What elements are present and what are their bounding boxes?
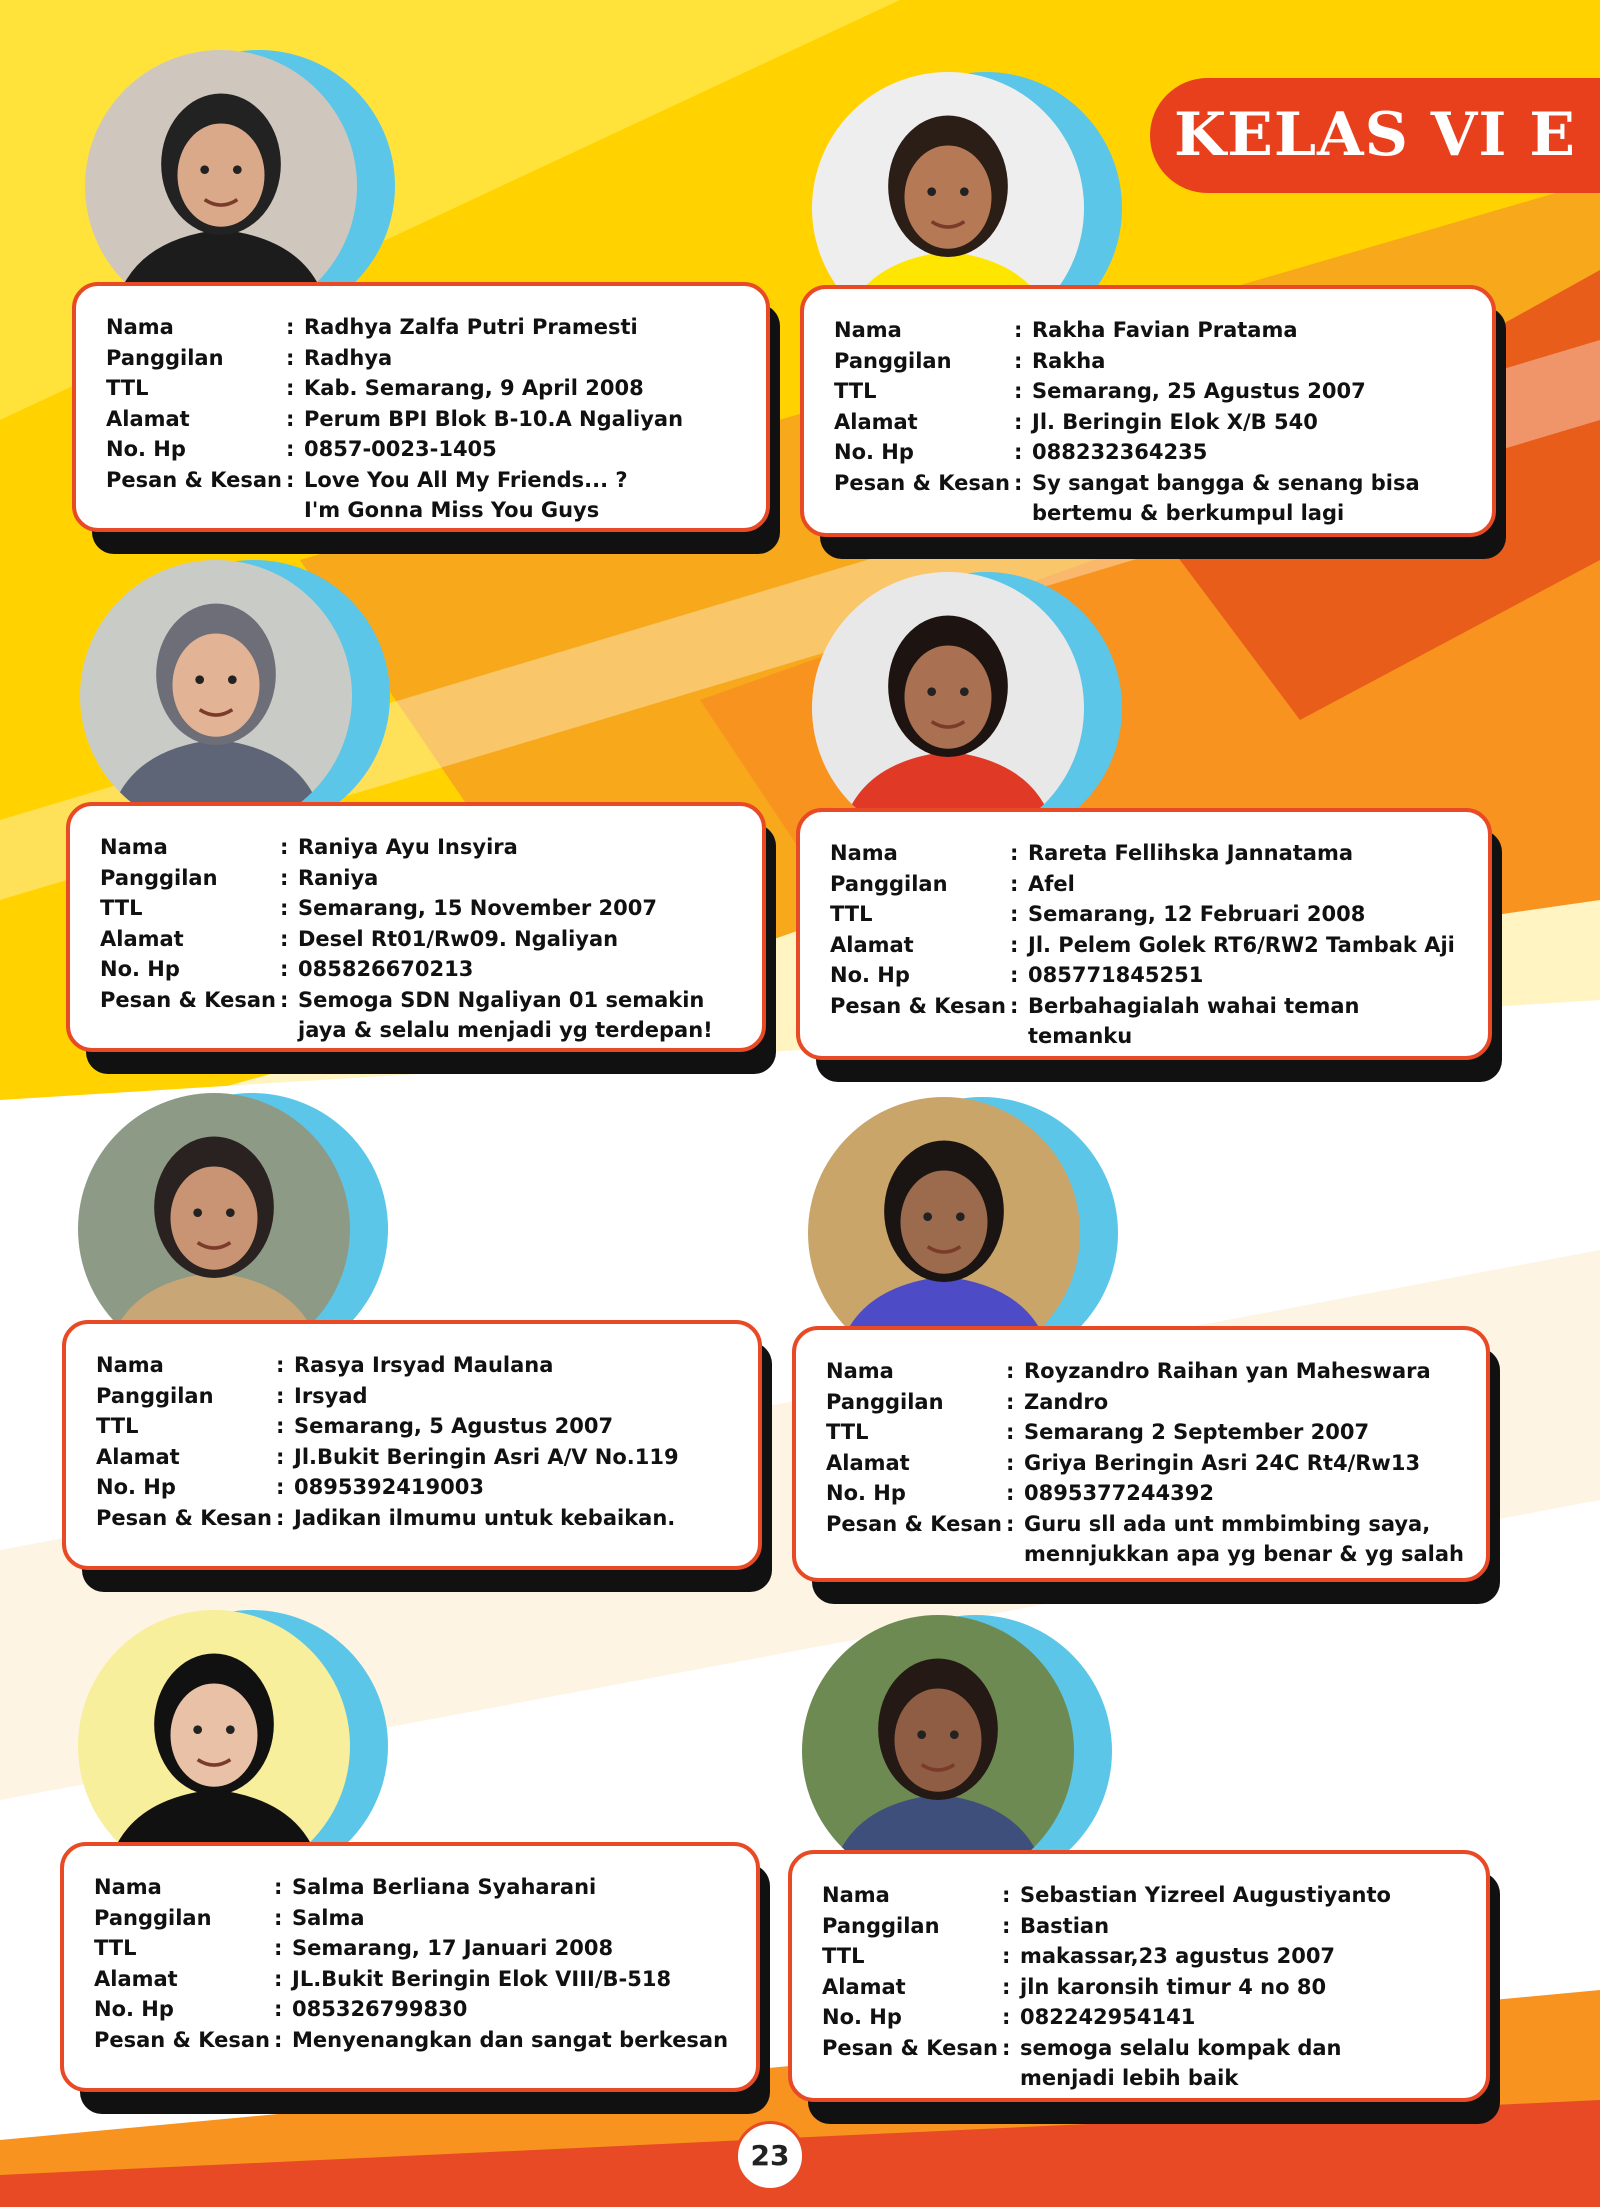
row-panggilan <box>826 1387 1466 1418</box>
label-nama: Nama <box>826 1359 894 1383</box>
colon: : <box>1014 470 1023 495</box>
student-info-card <box>62 1320 762 1570</box>
student-photo <box>802 1615 1074 1887</box>
label-panggilan: Panggilan <box>822 1913 940 1938</box>
value-hp: 082242954141 <box>1020 2005 1196 2029</box>
colon: : <box>1006 1389 1015 1414</box>
label-panggilan: Panggilan <box>830 871 948 896</box>
row-nama <box>822 1880 1466 1911</box>
label-hp: No. Hp <box>100 957 180 981</box>
colon: : <box>276 1505 285 1530</box>
student-photo <box>812 572 1084 844</box>
student-info-card <box>792 1326 1490 1582</box>
value-pesan <box>1024 1509 1466 1570</box>
colon: : <box>1010 993 1019 1018</box>
pesan-line-1: semoga selalu kompak dan <box>1020 2035 1342 2060</box>
value-pesan <box>304 465 746 526</box>
label-ttl: TTL <box>94 1936 137 1960</box>
colon: : <box>1002 1974 1011 1999</box>
value-nama: Radhya Zalfa Putri Pramesti <box>304 315 638 339</box>
student-info-card <box>72 282 770 532</box>
row-panggilan <box>100 863 742 894</box>
pesan-line-2: menjadi lebih baik <box>1020 2066 1239 2090</box>
colon: : <box>1006 1481 1015 1505</box>
value-nama: Rasya Irsyad Maulana <box>294 1353 554 1377</box>
value-alamat: Jl. Beringin Elok X/B 540 <box>1032 409 1318 434</box>
label-pesan: Pesan & Kesan <box>822 2035 998 2060</box>
colon: : <box>274 1905 283 1930</box>
value-panggilan: Bastian <box>1020 1913 1110 1938</box>
pesan-line-2: I'm Gonna Miss You Guys <box>304 498 600 522</box>
pesan-line-1: Menyenangkan dan sangat berkesan <box>292 2027 729 2052</box>
row-nama <box>830 838 1468 869</box>
label-hp: No. Hp <box>830 963 910 987</box>
value-ttl: Kab. Semarang, 9 April 2008 <box>304 376 644 400</box>
row-ttl <box>834 376 1472 407</box>
value-alamat: Griya Beringin Asri 24C Rt4/Rw13 <box>1024 1450 1421 1475</box>
colon: : <box>1014 318 1023 342</box>
value-hp: 085826670213 <box>298 957 474 981</box>
row-pesan <box>94 2025 736 2056</box>
value-pesan <box>294 1503 738 1534</box>
row-nama <box>94 1872 736 1903</box>
row-pesan <box>826 1509 1466 1570</box>
pesan-line-1: Jadikan ilmumu untuk kebaikan. <box>294 1505 676 1530</box>
value-alamat: Desel Rt01/Rw09. Ngaliyan <box>298 926 619 951</box>
portrait-image <box>802 1615 1074 1887</box>
row-ttl <box>100 893 742 924</box>
student-info-card <box>796 808 1492 1060</box>
label-pesan: Pesan & Kesan <box>826 1511 1002 1536</box>
value-nama: Royzandro Raihan yan Maheswara <box>1024 1359 1431 1383</box>
value-panggilan: Salma <box>292 1905 365 1930</box>
colon: : <box>274 1875 283 1899</box>
value-hp: 085326799830 <box>292 1997 468 2021</box>
label-panggilan: Panggilan <box>94 1905 212 1930</box>
row-alamat <box>94 1964 736 1995</box>
row-pesan <box>106 465 746 526</box>
colon: : <box>274 2027 283 2052</box>
value-panggilan: Irsyad <box>294 1383 368 1408</box>
value-alamat: Jl.Bukit Beringin Asri A/V No.119 <box>294 1444 679 1469</box>
value-pesan <box>1028 991 1468 1052</box>
colon: : <box>280 926 289 951</box>
label-hp: No. Hp <box>96 1475 176 1499</box>
value-ttl: Semarang, 12 Februari 2008 <box>1028 902 1366 926</box>
label-alamat: Alamat <box>826 1450 910 1475</box>
label-ttl: TTL <box>834 379 877 403</box>
row-nama <box>96 1350 738 1381</box>
value-nama: Rakha Favian Pratama <box>1032 318 1298 342</box>
value-pesan <box>292 2025 736 2056</box>
value-alamat: Jl. Pelem Golek RT6/RW2 Tambak Aji <box>1028 932 1455 957</box>
row-ttl <box>822 1941 1466 1972</box>
row-hp <box>826 1478 1466 1509</box>
colon: : <box>286 437 295 461</box>
colon: : <box>1002 2005 1011 2029</box>
colon: : <box>1010 902 1019 926</box>
row-ttl <box>94 1933 736 1964</box>
value-hp: 0857-0023-1405 <box>304 437 497 461</box>
label-pesan: Pesan & Kesan <box>834 470 1010 495</box>
row-panggilan <box>830 869 1468 900</box>
label-nama: Nama <box>96 1353 164 1377</box>
label-panggilan: Panggilan <box>826 1389 944 1414</box>
label-pesan: Pesan & Kesan <box>100 987 276 1012</box>
label-alamat: Alamat <box>96 1444 180 1469</box>
value-panggilan: Rakha <box>1032 348 1106 373</box>
value-pesan <box>1032 468 1472 529</box>
label-panggilan: Panggilan <box>96 1383 214 1408</box>
colon: : <box>276 1383 285 1408</box>
colon: : <box>274 1966 283 1991</box>
label-pesan: Pesan & Kesan <box>94 2027 270 2052</box>
colon: : <box>1002 1944 1011 1968</box>
colon: : <box>276 1444 285 1469</box>
label-hp: No. Hp <box>826 1481 906 1505</box>
label-panggilan: Panggilan <box>834 348 952 373</box>
label-hp: No. Hp <box>834 440 914 464</box>
row-alamat <box>96 1442 738 1473</box>
colon: : <box>274 1936 283 1960</box>
value-ttl: Semarang, 25 Agustus 2007 <box>1032 379 1366 403</box>
label-alamat: Alamat <box>834 409 918 434</box>
student-info-card <box>66 802 766 1052</box>
row-ttl <box>830 899 1468 930</box>
label-pesan: Pesan & Kesan <box>96 1505 272 1530</box>
row-pesan <box>830 991 1468 1052</box>
portrait-image <box>80 560 352 832</box>
label-hp: No. Hp <box>106 437 186 461</box>
colon: : <box>1002 2035 1011 2060</box>
colon: : <box>280 896 289 920</box>
row-hp <box>834 437 1472 468</box>
pesan-line-2: bertemu & berkumpul lagi <box>1032 501 1345 525</box>
pesan-line-1: Sy sangat bangga & senang bisa <box>1032 470 1420 495</box>
value-pesan <box>298 985 742 1046</box>
value-panggilan: Zandro <box>1024 1389 1109 1414</box>
row-hp <box>106 434 746 465</box>
row-ttl <box>826 1417 1466 1448</box>
row-hp <box>830 960 1468 991</box>
pesan-line-1: Love You All My Friends... ? <box>304 467 628 492</box>
label-ttl: TTL <box>106 376 149 400</box>
student-photo <box>80 560 352 832</box>
colon: : <box>1010 841 1019 865</box>
row-ttl <box>106 373 746 404</box>
value-nama: Salma Berliana Syaharani <box>292 1875 597 1899</box>
label-ttl: TTL <box>100 896 143 920</box>
colon: : <box>280 957 289 981</box>
value-ttl: makassar,23 agustus 2007 <box>1020 1944 1336 1968</box>
class-title-badge: KELAS VI E <box>1150 78 1600 193</box>
label-panggilan: Panggilan <box>100 865 218 890</box>
pesan-line-1: Guru sll ada unt mmbimbing saya, <box>1024 1511 1431 1536</box>
colon: : <box>1002 1883 1011 1907</box>
colon: : <box>286 467 295 492</box>
value-panggilan: Raniya <box>298 865 379 890</box>
colon: : <box>1014 379 1023 403</box>
pesan-line-2: mennjukkan apa yg benar & yg salah <box>1024 1542 1464 1566</box>
row-panggilan <box>94 1903 736 1934</box>
label-alamat: Alamat <box>100 926 184 951</box>
row-panggilan <box>834 346 1472 377</box>
value-ttl: Semarang, 17 Januari 2008 <box>292 1936 614 1960</box>
value-panggilan: Radhya <box>304 345 393 370</box>
row-hp <box>822 2002 1466 2033</box>
row-nama <box>106 312 746 343</box>
colon: : <box>276 1475 285 1499</box>
row-ttl <box>96 1411 738 1442</box>
label-nama: Nama <box>830 841 898 865</box>
label-pesan: Pesan & Kesan <box>106 467 282 492</box>
row-alamat <box>100 924 742 955</box>
value-nama: Sebastian Yizreel Augustiyanto <box>1020 1883 1391 1907</box>
label-nama: Nama <box>822 1883 890 1907</box>
value-ttl: Semarang, 15 November 2007 <box>298 896 657 920</box>
colon: : <box>274 1997 283 2021</box>
value-hp: 085771845251 <box>1028 963 1204 987</box>
label-nama: Nama <box>834 318 902 342</box>
colon: : <box>1010 871 1019 896</box>
value-alamat: JL.Bukit Beringin Elok VIII/B-518 <box>292 1966 672 1991</box>
colon: : <box>286 376 295 400</box>
colon: : <box>1006 1450 1015 1475</box>
label-alamat: Alamat <box>94 1966 178 1991</box>
student-info-card <box>788 1850 1490 2102</box>
colon: : <box>286 406 295 431</box>
colon: : <box>1006 1511 1015 1536</box>
value-nama: Rareta Fellihska Jannatama <box>1028 841 1354 865</box>
pesan-line-1: Semoga SDN Ngaliyan 01 semakin <box>298 987 705 1012</box>
value-hp: 0895392419003 <box>294 1475 484 1499</box>
row-alamat <box>826 1448 1466 1479</box>
student-info-card <box>60 1842 760 2092</box>
label-hp: No. Hp <box>94 1997 174 2021</box>
label-ttl: TTL <box>826 1420 869 1444</box>
label-pesan: Pesan & Kesan <box>830 993 1006 1018</box>
colon: : <box>280 987 289 1012</box>
value-hp: 0895377244392 <box>1024 1481 1214 1505</box>
row-nama <box>834 315 1472 346</box>
row-nama <box>100 832 742 863</box>
row-pesan <box>96 1503 738 1534</box>
row-alamat <box>834 407 1472 438</box>
colon: : <box>1014 409 1023 434</box>
colon: : <box>1006 1420 1015 1444</box>
pesan-line-2: jaya & selalu menjadi yg terdepan! <box>298 1018 713 1042</box>
portrait-image <box>812 572 1084 844</box>
page-number: 23 <box>735 2121 805 2191</box>
colon: : <box>286 315 295 339</box>
colon: : <box>1006 1359 1015 1383</box>
colon: : <box>1014 440 1023 464</box>
label-nama: Nama <box>94 1875 162 1899</box>
row-hp <box>96 1472 738 1503</box>
colon: : <box>1014 348 1023 373</box>
label-alamat: Alamat <box>106 406 190 431</box>
colon: : <box>276 1353 285 1377</box>
row-pesan <box>822 2033 1466 2094</box>
label-panggilan: Panggilan <box>106 345 224 370</box>
value-panggilan: Afel <box>1028 871 1075 896</box>
row-pesan <box>834 468 1472 529</box>
row-panggilan <box>106 343 746 374</box>
row-alamat <box>822 1972 1466 2003</box>
colon: : <box>276 1414 285 1438</box>
value-ttl: Semarang, 5 Agustus 2007 <box>294 1414 614 1438</box>
label-hp: No. Hp <box>822 2005 902 2029</box>
value-pesan <box>1020 2033 1466 2094</box>
label-ttl: TTL <box>830 902 873 926</box>
colon: : <box>1010 932 1019 957</box>
row-nama <box>826 1356 1466 1387</box>
value-nama: Raniya Ayu Insyira <box>298 835 518 859</box>
colon: : <box>280 865 289 890</box>
colon: : <box>286 345 295 370</box>
student-info-card <box>800 285 1496 537</box>
label-nama: Nama <box>100 835 168 859</box>
value-alamat: jln karonsih timur 4 no 80 <box>1020 1974 1327 1999</box>
row-alamat <box>830 930 1468 961</box>
value-alamat: Perum BPI Blok B-10.A Ngaliyan <box>304 406 684 431</box>
value-hp: 088232364235 <box>1032 440 1208 464</box>
row-hp <box>100 954 742 985</box>
pesan-line-1: Berbahagialah wahai teman temanku <box>1028 993 1360 1048</box>
label-ttl: TTL <box>822 1944 865 1968</box>
label-nama: Nama <box>106 315 174 339</box>
label-ttl: TTL <box>96 1414 139 1438</box>
row-panggilan <box>96 1381 738 1412</box>
value-ttl: Semarang 2 September 2007 <box>1024 1420 1370 1444</box>
row-alamat <box>106 404 746 435</box>
row-panggilan <box>822 1911 1466 1942</box>
row-hp <box>94 1994 736 2025</box>
row-pesan <box>100 985 742 1046</box>
colon: : <box>1010 963 1019 987</box>
label-alamat: Alamat <box>830 932 914 957</box>
colon: : <box>280 835 289 859</box>
label-alamat: Alamat <box>822 1974 906 1999</box>
colon: : <box>1002 1913 1011 1938</box>
